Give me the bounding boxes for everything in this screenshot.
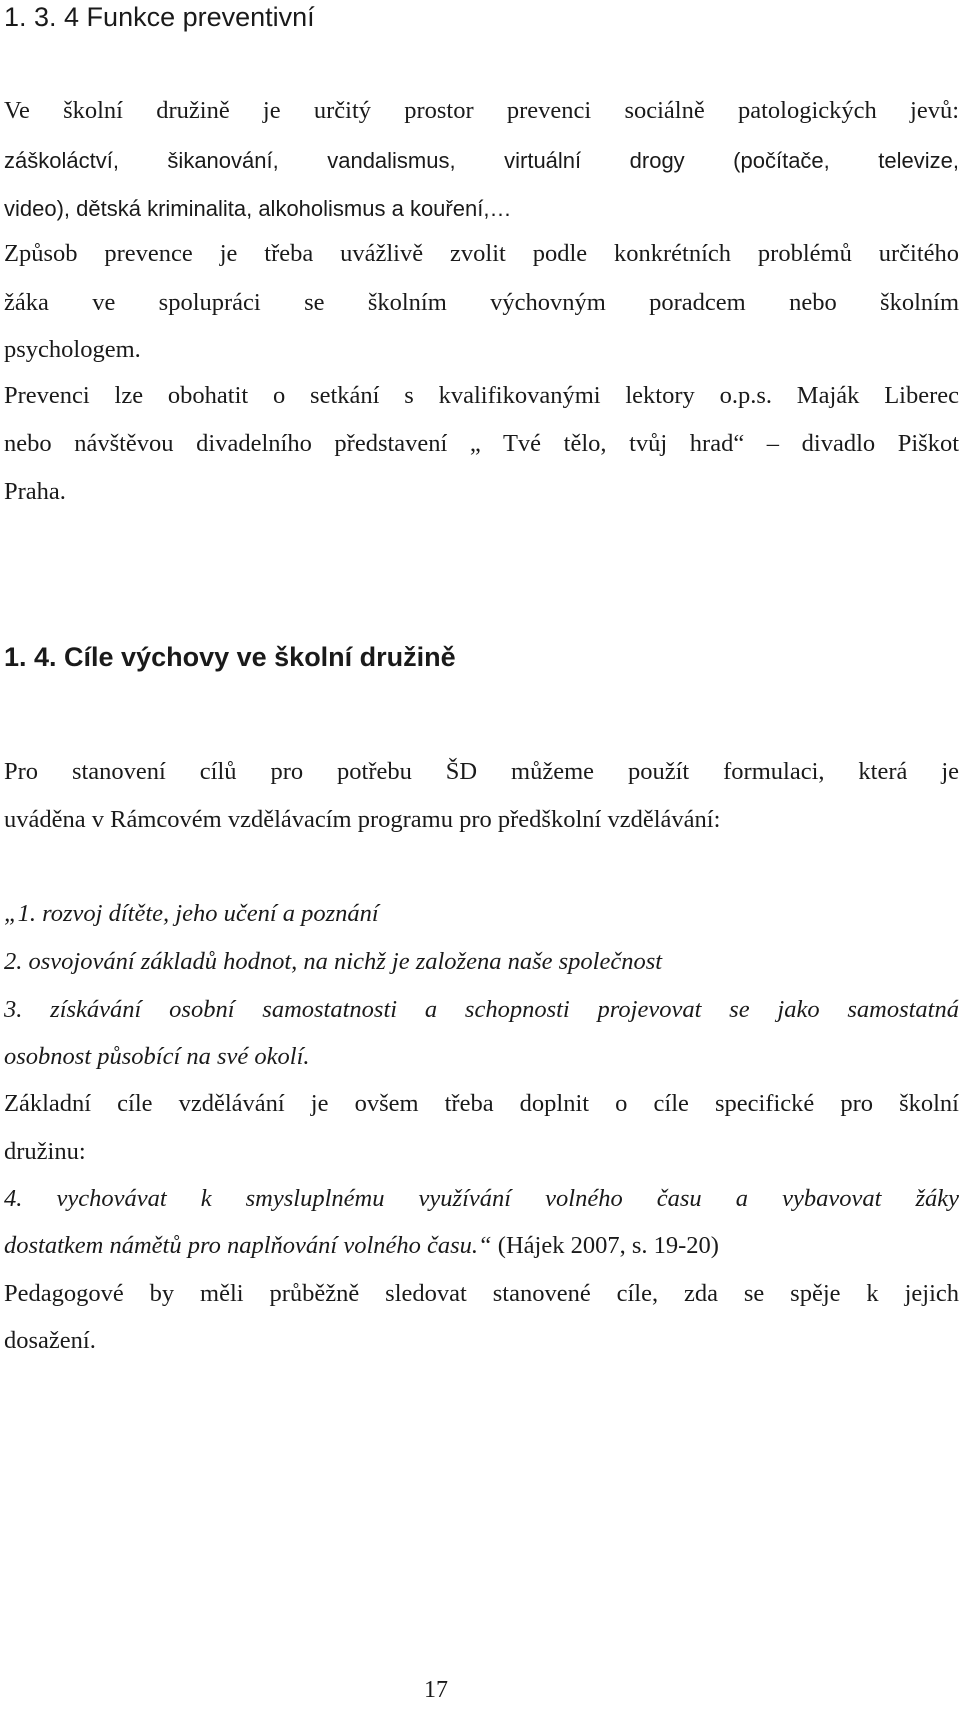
para4-line2: uváděna v Rámcovém vzdělávacím programu pro předškolní vzdělávání: xyxy=(4,806,721,833)
page-number: 17 xyxy=(424,1677,448,1703)
para3-line2: nebo návštěvou divadelního představení „ Tvé tělo, tvůj hrad“ – divadlo Piškot xyxy=(4,430,959,457)
para1-line1: Ve školní družině je určitý prostor prevenci sociálně patologických jevů: xyxy=(4,97,959,124)
goal-3-line1: 3. získávání osobní samostatnosti a schopnosti projevovat se jako samostatná xyxy=(4,996,959,1023)
para6-line2: dosažení. xyxy=(4,1327,96,1354)
section-heading: 1. 3. 4 Funkce preventivní xyxy=(4,2,315,32)
para3-line1: Prevenci lze obohatit o setkání s kvalifikovanými lektory o.p.s. Maják Liberec xyxy=(4,382,959,409)
goal-2: 2. osvojování základů hodnot, na nichž je založena naše společnost xyxy=(4,948,663,975)
para1-line3: video), dětská kriminalita, alkoholismus a kouření,… xyxy=(4,196,512,221)
para3-line3: Praha. xyxy=(4,478,66,505)
para6-line1: Pedagogové by měli průběžně sledovat stanovené cíle, zda se spěje k jejich xyxy=(4,1280,959,1307)
para2-line2: žáka ve spolupráci se školním výchovným poradcem nebo školním xyxy=(4,289,959,316)
goal-1: „1. rozvoj dítěte, jeho učení a poznání xyxy=(4,900,379,927)
para5-line1: Základní cíle vzdělávání je ovšem třeba doplnit o cíle specifické pro školní xyxy=(4,1090,959,1117)
para4-line1: Pro stanovení cílů pro potřebu ŠD můžeme použít formulaci, která je xyxy=(4,758,959,785)
goal-4-italic: dostatkem námětů pro naplňování volného času.“ xyxy=(4,1232,492,1259)
goal-3-line2: osobnost působící na své okolí. xyxy=(4,1043,310,1070)
chapter-heading: 1. 4. Cíle výchovy ve školní družině xyxy=(4,642,456,672)
para2-line3: psychologem. xyxy=(4,336,141,363)
citation: (Hájek 2007, s. 19-20) xyxy=(491,1232,719,1259)
goal-4-line2 xyxy=(4,1232,719,1260)
para1-line2: záškoláctví, šikanování, vandalismus, virtuální drogy (počítače, televize, xyxy=(4,148,959,173)
para2-line1: Způsob prevence je třeba uvážlivě zvolit podle konkrétních problémů určitého xyxy=(4,240,959,267)
para5-line2: družinu: xyxy=(4,1138,86,1165)
goal-4-line1: 4. vychovávat k smysluplnému využívání volného času a vybavovat žáky xyxy=(4,1185,959,1212)
